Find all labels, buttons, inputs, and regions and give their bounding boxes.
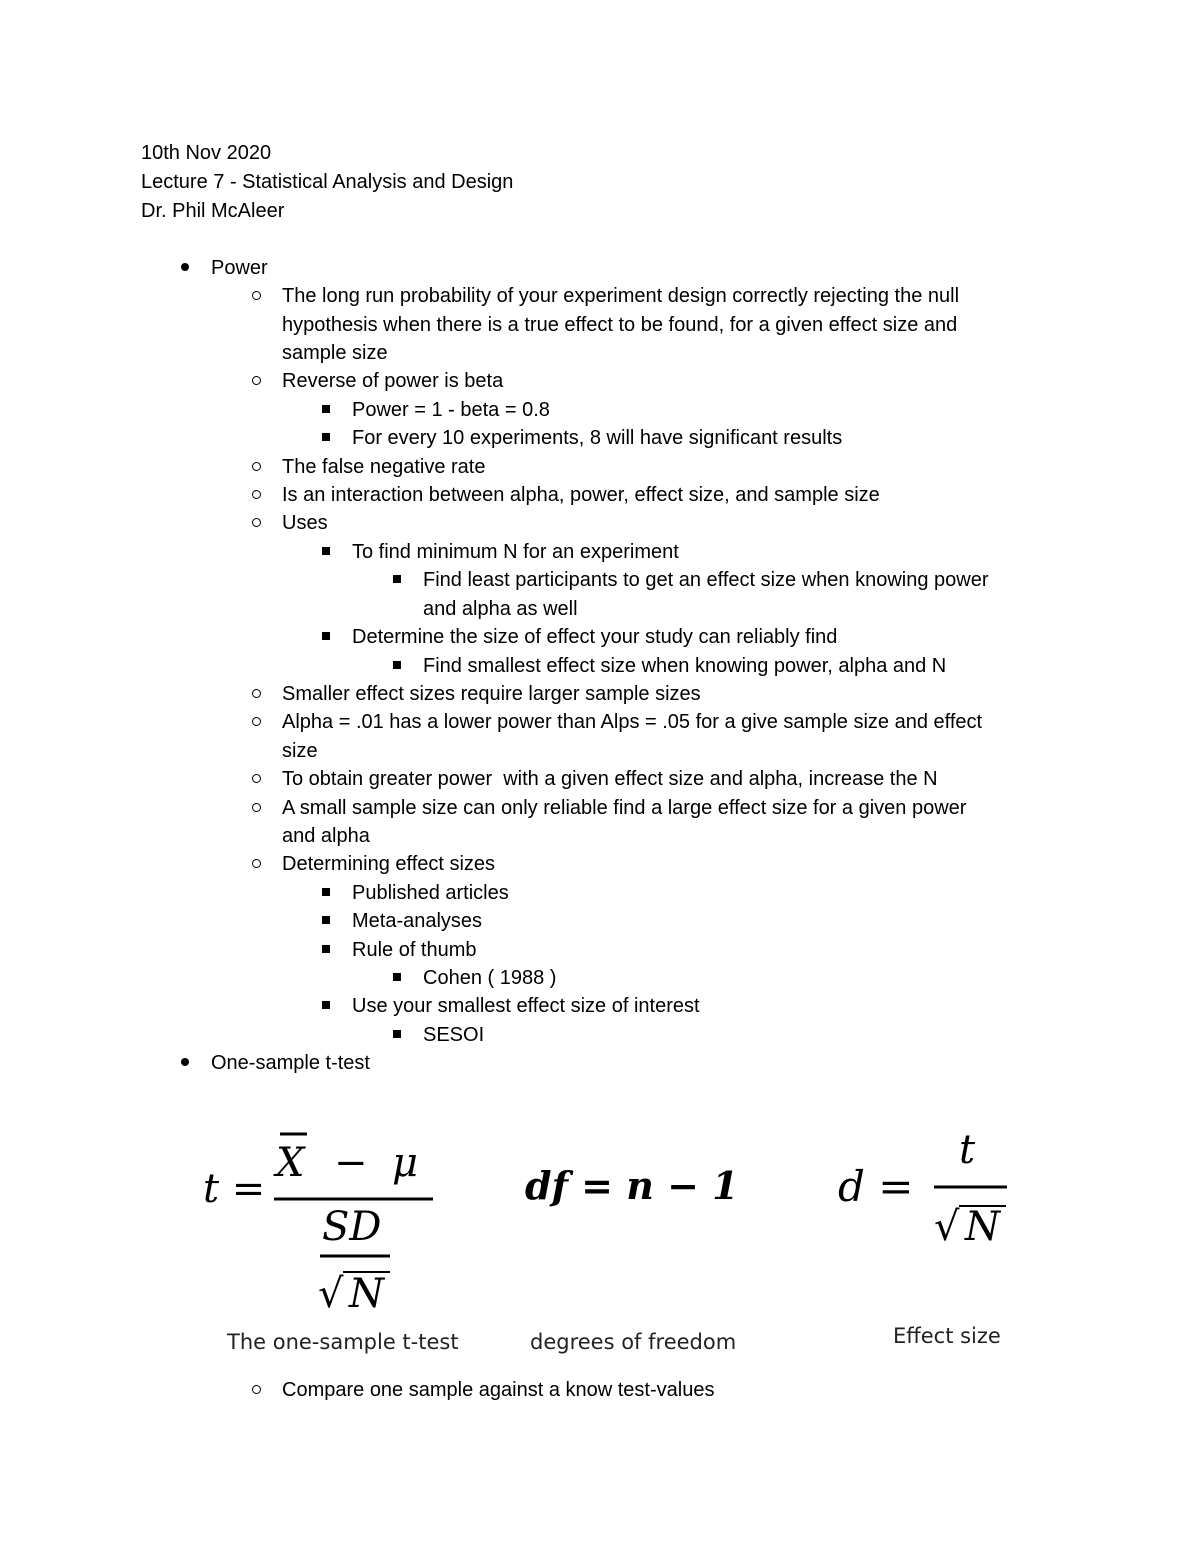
t-lhs: t = (203, 1166, 266, 1212)
list-item: Meta-analyses (352, 907, 482, 935)
effect-size-formula (838, 1127, 1007, 1348)
t-test-formula (203, 1134, 459, 1354)
list-item: Power = 1 - beta = 0.8 (352, 396, 550, 424)
list-item: Smaller effect sizes require larger sample sizes (282, 680, 701, 708)
list-item: Rule of thumb (352, 936, 477, 964)
df-text: df = n − 1 (525, 1163, 739, 1208)
list-item: Determine the size of effect your study can reliably find (352, 623, 837, 651)
list-item: For every 10 experiments, 8 will have significant results (352, 424, 842, 452)
list-item: SESOI (423, 1021, 484, 1049)
effect-size-caption: Effect size (893, 1324, 1001, 1348)
list-item: Alpha = .01 has a lower power than Alps = .05 for a give sample size and effect (282, 708, 982, 736)
list-item: One-sample t-test (211, 1049, 370, 1077)
list-item-continuation: hypothesis when there is a true effect to be found, for a given effect size and (282, 314, 958, 336)
list-item: To find minimum N for an experiment (352, 538, 679, 566)
df-formula (525, 1163, 739, 1354)
d-sqrt: √ (934, 1204, 960, 1250)
t-sd: SD (322, 1204, 382, 1250)
t-test-caption: The one-sample t-test (227, 1330, 459, 1354)
t-minus: − (334, 1140, 368, 1186)
df-caption: degrees of freedom (530, 1330, 737, 1354)
list-item-continuation: size (282, 740, 318, 762)
d-n: N (965, 1204, 1000, 1250)
t-xbar: X (276, 1140, 305, 1186)
list-item: Determining effect sizes (282, 850, 495, 878)
list-item-continuation: and alpha as well (423, 598, 578, 620)
list-item-continuation: and alpha (282, 825, 370, 847)
d-t: t (959, 1127, 976, 1173)
list-item: Find least participants to get an effect size when knowing power (423, 566, 989, 594)
circle-bullet-icon (246, 1376, 266, 1404)
list-item: The false negative rate (282, 453, 485, 481)
list-item: Compare one sample against a know test-values (282, 1376, 714, 1404)
list-item: The long run probability of your experiment design correctly rejecting the null (282, 282, 959, 310)
list-item: Is an interaction between alpha, power, effect size, and sample size (282, 481, 880, 509)
date: 10th Nov 2020 (141, 142, 272, 164)
list-item: Published articles (352, 879, 509, 907)
list-item: A small sample size can only reliable find a large effect size for a given power (282, 794, 966, 822)
list-item: Cohen ( 1988 ) (423, 964, 556, 992)
list-item: Power (211, 254, 268, 282)
list-item: To obtain greater power with a given effect size and alpha, increase the N (282, 765, 938, 793)
t-sqrt: √ (318, 1271, 344, 1317)
d-lhs: d = (838, 1162, 914, 1211)
lecture-title: Lecture 7 - Statistical Analysis and Design (141, 171, 514, 193)
list-item-continuation: sample size (282, 342, 388, 364)
lecturer: Dr. Phil McAleer (141, 200, 285, 222)
list-item: Find smallest effect size when knowing power, alpha and N (423, 652, 946, 680)
list-item: Reverse of power is beta (282, 367, 503, 395)
list-item: Use your smallest effect size of interest (352, 992, 700, 1020)
t-n: N (349, 1271, 384, 1317)
t-mu: μ (392, 1140, 418, 1186)
list-item: Uses (282, 509, 328, 537)
